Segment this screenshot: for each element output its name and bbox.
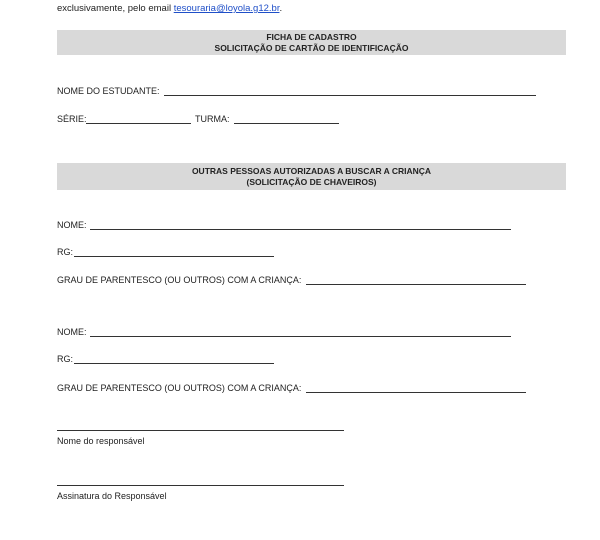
intro-prefix: exclusivamente, pelo email (57, 3, 174, 14)
responsible-name-label: Nome do responsável (57, 436, 145, 446)
person1-name-label: NOME: (57, 220, 87, 230)
person1-rg-field[interactable] (74, 256, 274, 257)
student-name-label: NOME DO ESTUDANTE: (57, 86, 160, 96)
grade-label: SÉRIE: (57, 114, 87, 124)
class-label: TURMA: (195, 114, 230, 124)
section-title-line2: SOLICITAÇÃO DE CARTÃO DE IDENTIFICAÇÃO (214, 43, 409, 53)
person2-relation-label: GRAU DE PARENTESCO (OU OUTROS) COM A CRIANÇA: (57, 383, 302, 393)
responsible-signature-label: Assinatura do Responsável (57, 491, 167, 501)
person2-rg-field[interactable] (74, 363, 274, 364)
responsible-name-field[interactable] (57, 430, 344, 431)
intro-text (57, 3, 282, 15)
treasury-email-link[interactable]: tesouraria@loyola.g12.br (173, 3, 280, 14)
person1-rg-label: RG: (57, 247, 74, 257)
section-title-line2: (SOLICITAÇÃO DE CHAVEIROS) (246, 177, 377, 187)
person1-name-field[interactable] (90, 229, 511, 230)
section-title-line1: OUTRAS PESSOAS AUTORIZADAS A BUSCAR A CRIANÇA (191, 166, 432, 176)
section-header-registration (57, 30, 566, 55)
section-title-line1: FICHA DE CADASTRO (266, 32, 357, 42)
person1-relation-label: GRAU DE PARENTESCO (OU OUTROS) COM A CRIANÇA: (57, 275, 302, 285)
intro-suffix: . (279, 3, 283, 14)
responsible-signature-field[interactable] (57, 485, 344, 486)
section-header-authorized-persons (57, 163, 566, 190)
student-name-field[interactable] (164, 95, 536, 96)
person1-relation-field[interactable] (306, 284, 526, 285)
grade-field[interactable] (86, 123, 191, 124)
person2-name-field[interactable] (90, 336, 511, 337)
class-field[interactable] (234, 123, 339, 124)
person2-relation-field[interactable] (306, 392, 526, 393)
person2-rg-label: RG: (57, 354, 74, 364)
person2-name-label: NOME: (57, 327, 87, 337)
